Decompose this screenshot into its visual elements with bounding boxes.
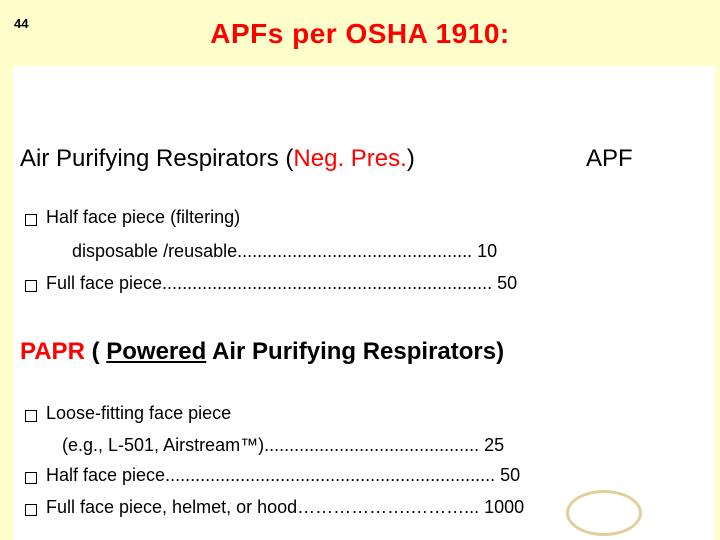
- apr-item-full-face: Full face piece.................................................................. 50: [46, 273, 518, 293]
- apf-column-label: APF: [586, 145, 633, 172]
- papr-item-loose-fitting-detail: (e.g., L-501, Airstream™)........................................... 25: [62, 435, 505, 455]
- apr-heading-suffix: ): [406, 145, 415, 172]
- apr-item-half-face-detail: disposable /reusable............................................... 10: [72, 241, 498, 261]
- slide-title: APFs per OSHA 1910:: [210, 18, 510, 49]
- page-number: 44: [14, 16, 29, 31]
- papr-item-full-face-helmet-hood: Full face piece, helmet, or hood……………….………... 1000: [46, 497, 525, 517]
- papr-heading: [20, 338, 504, 366]
- papr-heading-open: (: [84, 338, 107, 365]
- apr-heading: [20, 145, 415, 173]
- bullet-icon: [25, 280, 37, 292]
- bullet-icon: [25, 410, 37, 422]
- papr-item-half-face: Half face piece.................................................................. 50: [46, 465, 521, 485]
- papr-heading-rest: Air Purifying Respirators): [206, 338, 505, 365]
- apr-item-half-face: Half face piece (filtering): [46, 207, 241, 227]
- bullet-icon: [25, 214, 37, 226]
- papr-heading-acronym: PAPR: [20, 338, 85, 365]
- apr-heading-neg-pres: Neg. Pres.: [293, 145, 407, 172]
- papr-item-loose-fitting: Loose-fitting face piece: [46, 403, 232, 423]
- bullet-icon: [25, 472, 37, 484]
- papr-heading-powered: Powered: [106, 338, 207, 365]
- highlight-circle: [566, 490, 642, 536]
- apr-heading-prefix: Air Purifying Respirators (: [20, 145, 294, 172]
- bullet-icon: [25, 504, 37, 516]
